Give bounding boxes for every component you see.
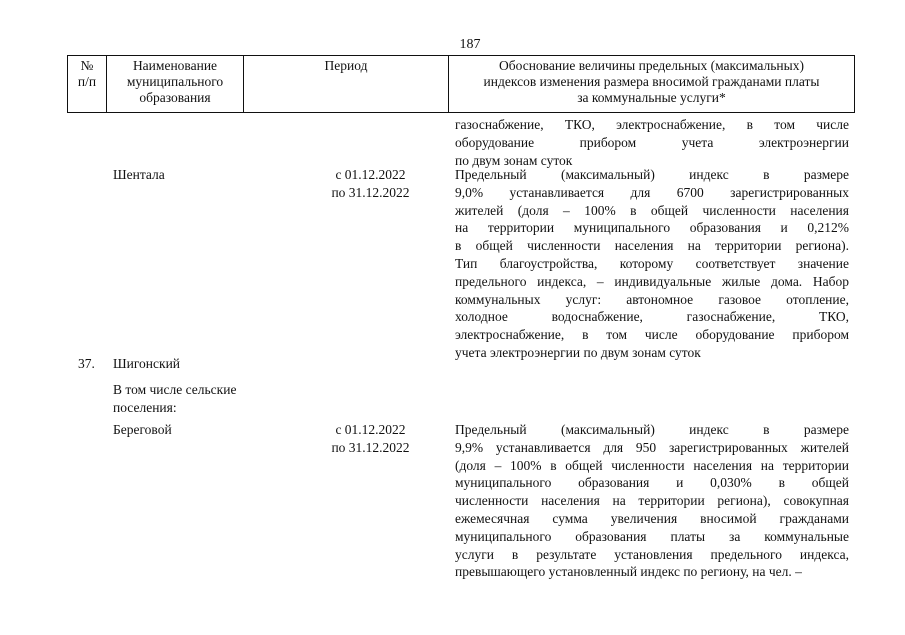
- beregovoy-name: Береговой: [113, 422, 172, 437]
- basis-line: численности населения на территории региона), совокупная: [455, 493, 849, 509]
- basis-line: газоснабжение, ТКО, электроснабжение, в том числе: [455, 117, 849, 132]
- basis-line: предельного индекса, – индивидуальные жилые дома. Набор: [455, 273, 849, 289]
- shigonsky-name: Шигонский: [113, 356, 181, 371]
- header-period-line: Период: [324, 58, 368, 73]
- basis-line: Тип благоустройства, которому соответствует значение: [455, 255, 849, 271]
- beregovoy-basis: [455, 421, 849, 581]
- beregovoy-period: [308, 421, 433, 457]
- basis-line: учета электроэнергии по двум зонам суток: [455, 344, 701, 360]
- basis-line: 9,9% устанавливается для 950 зарегистрированных жителей: [455, 439, 849, 455]
- header-name-line: муниципального: [126, 74, 224, 89]
- basis-line: (доля – 100% в общей численности населения на территории: [455, 457, 849, 473]
- shentala-period: [308, 166, 433, 202]
- continuation-basis: [455, 116, 849, 169]
- basis-line: по двум зонам суток: [455, 152, 573, 168]
- header-name-line: Наименование: [132, 58, 218, 73]
- header-name-line: образования: [139, 90, 211, 105]
- period-line: по 31.12.2022: [331, 184, 410, 200]
- header-cell-basis: [448, 56, 854, 112]
- basis-line: услуги в результате установления предельного индекса,: [455, 546, 849, 562]
- basis-line: ежемесячная сумма увеличения вносимой гражданами: [455, 510, 849, 526]
- basis-line: муниципального образования и 0,030% в общей: [455, 475, 849, 491]
- basis-line: оборудование прибором учета электроэнергии: [455, 134, 849, 150]
- header-number-line: №: [80, 58, 94, 73]
- basis-line: холодное водоснабжение, газоснабжение, ТКО,: [455, 309, 849, 325]
- basis-line: жителей (доля – 100% в общей численности населения: [455, 202, 849, 218]
- rural-label-line: поселения:: [113, 399, 177, 415]
- period-line: с 01.12.2022: [335, 167, 406, 182]
- basis-line: Предельный (максимальный) индекс в размере: [455, 422, 849, 437]
- header-cell-period: [243, 56, 448, 112]
- basis-line: 9,0% устанавливается для 6700 зарегистрированных: [455, 184, 849, 200]
- header-basis-line: Обоснование величины предельных (максимальных): [499, 58, 804, 73]
- rural-label-line: В том числе сельские: [113, 382, 237, 397]
- header-number-line: п/п: [77, 74, 97, 89]
- basis-line: в общей численности населения на территории региона).: [455, 238, 849, 254]
- row-number: 37.: [78, 356, 95, 371]
- basis-line: превышающего установленный индекс по региону, на чел. –: [455, 564, 802, 580]
- basis-line: на территории муниципального образования и 0,212%: [455, 220, 849, 236]
- header-cell-name: [106, 56, 243, 112]
- basis-line: муниципального образования платы за коммунальные: [455, 528, 849, 544]
- header-cell-number: [68, 56, 106, 112]
- period-line: по 31.12.2022: [331, 439, 410, 455]
- basis-line: коммунальных услуг: автономное газовое отопление,: [455, 291, 849, 307]
- page-number: 187: [459, 37, 481, 52]
- basis-line: электроснабжение, в том числе оборудование прибором: [455, 327, 849, 343]
- basis-line: Предельный (максимальный) индекс в размере: [455, 167, 849, 182]
- header-basis-line: индексов изменения размера вносимой гражданами платы: [483, 74, 820, 89]
- shentala-basis: [455, 166, 849, 362]
- header-basis-line: за коммунальные услуги*: [577, 90, 726, 105]
- rural-settlements-label: [113, 381, 263, 417]
- table-header: [67, 55, 855, 113]
- period-line: с 01.12.2022: [335, 422, 406, 437]
- shentala-name: Шентала: [113, 167, 165, 182]
